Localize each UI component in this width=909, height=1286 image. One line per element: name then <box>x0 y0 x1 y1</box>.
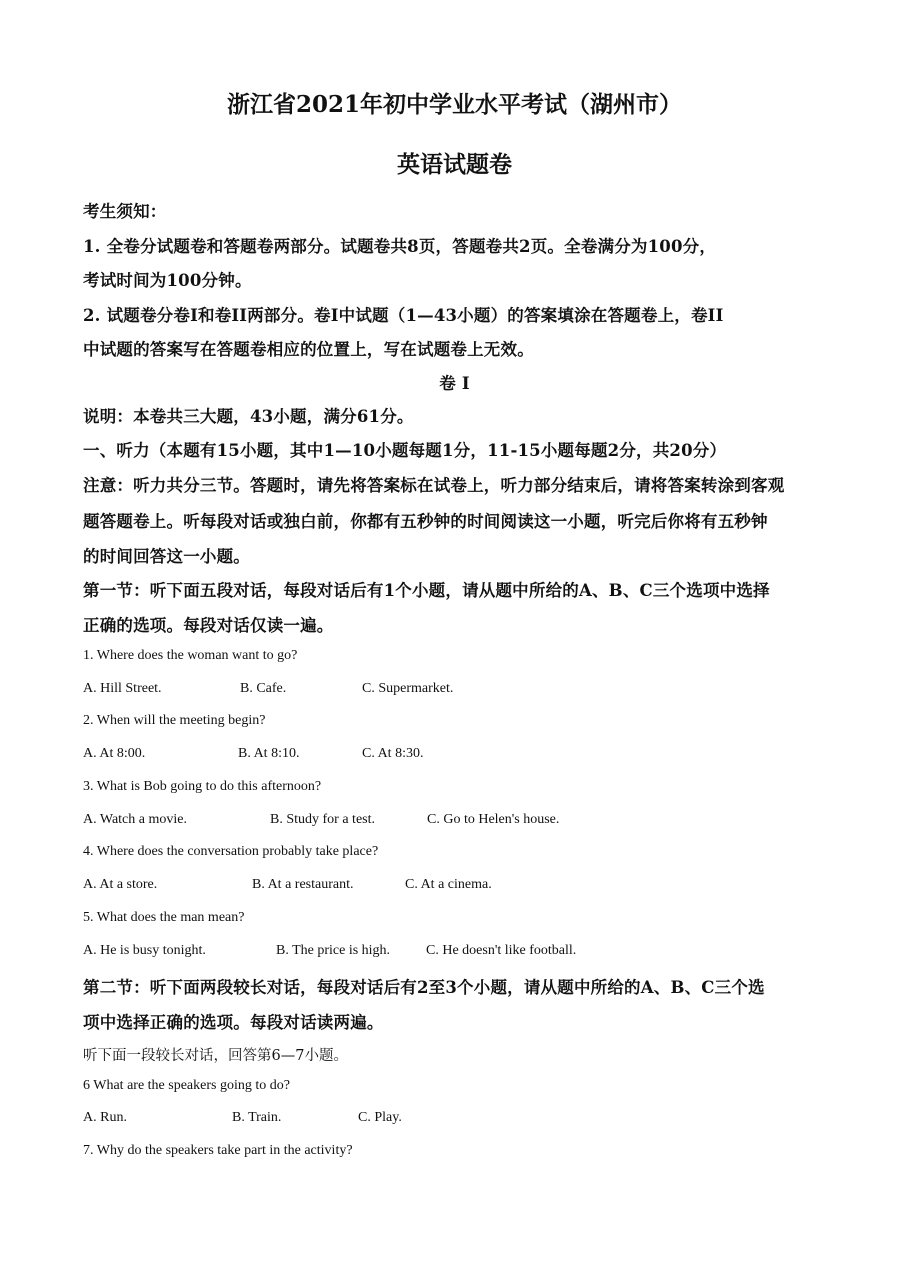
part-2-dialogue-instruction: 听下面一段较长对话，回答第6—7小题。 <box>83 1048 348 1064</box>
question-1-option-a: A. Hill Street. <box>83 681 162 696</box>
question-2-option-b: B. At 8:10. <box>238 746 300 761</box>
volume-label: 卷 I <box>439 374 470 393</box>
question-2-option-a: A. At 8:00. <box>83 746 146 761</box>
part-2-instruction-line-2: 项中选择正确的选项。每段对话读两遍。 <box>83 1013 384 1032</box>
notice-item-1-line-1: 1. 全卷分试题卷和答题卷两部分。试题卷共8页，答题卷共2页。全卷满分为100分， <box>83 237 717 256</box>
part-2-instruction-line-1: 第二节：听下面两段较长对话，每段对话后有2至3个小题，请从题中所给的A、B、C三个选 <box>83 978 765 997</box>
notice-heading: 考生须知： <box>83 202 167 221</box>
notice-item-2-line-2: 中试题的答案写在答题卷相应的位置上，写在试题卷上无效。 <box>83 340 534 359</box>
question-6-option-c: C. Play. <box>358 1110 402 1125</box>
notice-item-1-line-2: 考试时间为100分钟。 <box>83 271 252 290</box>
question-3-option-c: C. Go to Helen's house. <box>427 812 560 827</box>
question-6-option-b: B. Train. <box>232 1110 282 1125</box>
section-1-note-line-2: 题答题卷上。听每段对话或独白前，你都有五秒钟的时间阅读这一小题，听完后你将有五秒钟 <box>83 512 768 531</box>
question-6-option-a: A. Run. <box>83 1110 127 1125</box>
question-3: 3. What is Bob going to do this afternoon? <box>83 779 322 794</box>
part-1-instruction-line-1: 第一节：听下面五段对话，每段对话后有1个小题，请从题中所给的A、B、C三个选项中选择 <box>83 581 770 600</box>
question-5-option-c: C. He doesn't like football. <box>426 943 577 958</box>
question-1-option-c: C. Supermarket. <box>362 681 454 696</box>
section-1-note-line-3: 的时间回答这一小题。 <box>83 547 250 566</box>
question-7: 7. Why do the speakers take part in the activity? <box>83 1143 353 1158</box>
section-1-heading: 一、听力（本题有15小题，其中1—10小题每题1分，11-15小题每题2分，共20分） <box>83 441 727 460</box>
question-4: 4. Where does the conversation probably take place? <box>83 844 379 859</box>
volume-description: 说明：本卷共三大题，43小题，满分61分。 <box>83 407 414 426</box>
question-4-option-a: A. At a store. <box>83 877 158 892</box>
section-1-note-line-1: 注意：听力共分三节。答题时，请先将答案标在试卷上，听力部分结束后，请将答案转涂到客观 <box>83 476 785 495</box>
question-5: 5. What does the man mean? <box>83 910 245 925</box>
question-2: 2. When will the meeting begin? <box>83 713 266 728</box>
exam-subtitle: 英语试题卷 <box>397 151 512 178</box>
question-1-option-b: B. Cafe. <box>240 681 287 696</box>
notice-item-2-line-1: 2. 试题卷分卷I和卷II两部分。卷I中试题（1—43小题）的答案填涂在答题卷上，卷II <box>83 306 724 325</box>
question-6: 6 What are the speakers going to do? <box>83 1078 290 1093</box>
question-4-option-b: B. At a restaurant. <box>252 877 354 892</box>
question-5-option-a: A. He is busy tonight. <box>83 943 206 958</box>
part-1-instruction-line-2: 正确的选项。每段对话仅读一遍。 <box>83 616 334 635</box>
question-1: 1. Where does the woman want to go? <box>83 648 298 663</box>
question-3-option-a: A. Watch a movie. <box>83 812 187 827</box>
exam-title: 浙江省2021年初中学业水平考试（湖州市） <box>226 91 682 118</box>
question-4-option-c: C. At a cinema. <box>405 877 492 892</box>
question-5-option-b: B. The price is high. <box>276 943 391 958</box>
question-2-option-c: C. At 8:30. <box>362 746 424 761</box>
question-3-option-b: B. Study for a test. <box>270 812 375 827</box>
